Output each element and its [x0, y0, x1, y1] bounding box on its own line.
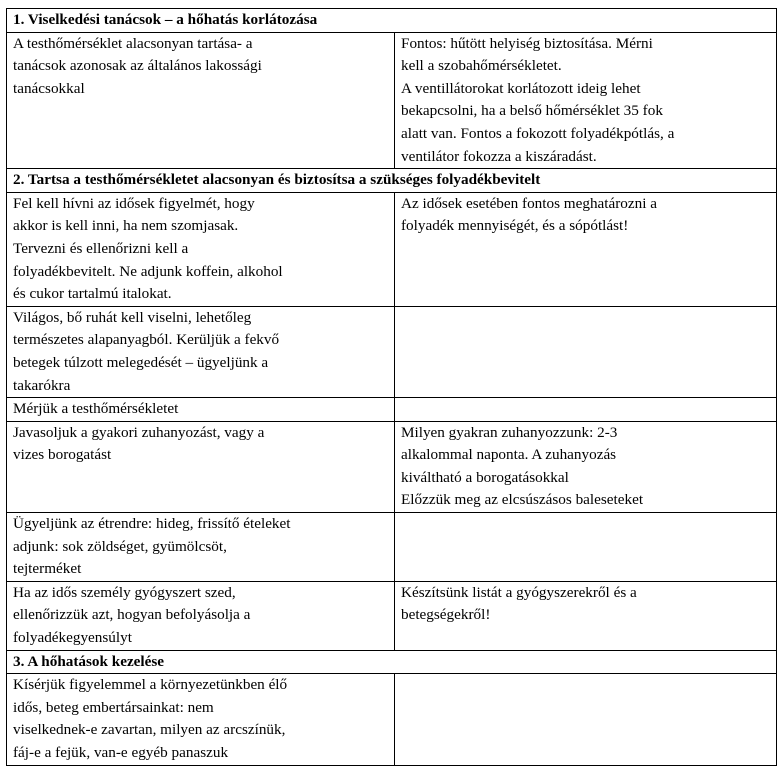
note-cell: [395, 306, 777, 397]
table-row: [7, 513, 777, 582]
text-line: kell a szobahőmérsékletet.: [401, 57, 562, 75]
text-line: ventilátor fokozza a kiszáradást.: [401, 147, 597, 165]
text-line: Ha az idős személy gyógyszert szed,: [13, 583, 236, 601]
text-line: fáj-e a fejük, van-e egyéb panaszuk: [13, 744, 229, 761]
table-row: [7, 674, 777, 765]
note-cell: [395, 513, 777, 582]
advice-cell: [7, 32, 395, 169]
text-line: takarókra: [13, 376, 71, 394]
advice-cell: [7, 398, 395, 422]
text-line: és cukor tartalmú italokat.: [13, 285, 172, 303]
text-line: alatt van. Fontos a fokozott folyadékpótlás, a: [401, 124, 675, 142]
advice-cell: [7, 306, 395, 397]
document-page: [6, 8, 776, 766]
text-line: viselkednek-e zavartan, milyen az arcszínük,: [13, 721, 286, 739]
section-heading-row: [7, 9, 777, 33]
table-row: [7, 192, 777, 306]
text-line: Tervezni és ellenőrizni kell a: [13, 239, 189, 257]
text-line: Javasoljuk a gyakori zuhanyozást, vagy a: [13, 423, 265, 441]
text-line: ellenőrizzük azt, hogyan befolyásolja a: [13, 606, 251, 624]
note-cell: [395, 421, 777, 512]
note-cell: [395, 32, 777, 169]
table-row: [7, 32, 777, 169]
text-line: Világos, bő ruhát kell viselni, lehetőleg: [13, 308, 252, 326]
text-line: folyadékegyensúlyt: [13, 629, 132, 647]
section-heading-row: [7, 650, 777, 674]
advice-cell: [7, 421, 395, 512]
text-line: betegek túlzott melegedését – ügyeljünk a: [13, 353, 269, 371]
text-line: Az idősek esetében fontos meghatározni a: [401, 194, 657, 212]
section-heading-row: [7, 169, 777, 193]
text-line: A ventillátorokat korlátozott ideig lehet: [401, 79, 641, 97]
advice-table-body: [7, 9, 777, 766]
text-line: tanácsokkal: [13, 79, 85, 97]
text-line: Fel kell hívni az idősek figyelmét, hogy: [13, 194, 255, 212]
advice-cell: [7, 674, 395, 765]
text-line: Milyen gyakran zuhanyozzunk: 2-3: [401, 423, 618, 441]
text-line: kiváltható a borogatásokkal: [401, 468, 569, 486]
section-heading: 2. Tartsa a testhőmérsékletet alacsonyan és biztosítsa a szükséges folyadékbevitelt: [7, 169, 777, 193]
table-row: [7, 398, 777, 422]
text-line: akkor is kell inni, ha nem szomjasak.: [13, 217, 239, 235]
advice-table: [6, 8, 777, 766]
text-line: adjunk: sok zöldséget, gyümölcsöt,: [13, 537, 227, 555]
text-line: folyadékbevitelt. Ne adjunk koffein, alkohol: [13, 262, 283, 280]
advice-cell: [7, 513, 395, 582]
advice-cell: [7, 192, 395, 306]
text-line: Ügyeljünk az étrendre: hideg, frissítő ételeket: [13, 515, 291, 533]
text-line: tanácsok azonosak az általános lakossági: [13, 57, 262, 75]
text-line: alkalommal naponta. A zuhanyozás: [401, 446, 617, 464]
text-line: természetes alapanyagból. Kerüljük a fekvő: [13, 331, 280, 349]
advice-cell: [7, 581, 395, 650]
section-heading: 1. Viselkedési tanácsok – a hőhatás korlátozása: [7, 9, 777, 33]
table-row: [7, 421, 777, 512]
text-line: idős, beteg embertársainkat: nem: [13, 698, 214, 716]
text-line: Fontos: hűtött helyiség biztosítása. Mérni: [401, 34, 653, 52]
note-cell: [395, 192, 777, 306]
note-cell: [395, 398, 777, 422]
text-line: betegségekről!: [401, 606, 491, 624]
text-line: Előzzük meg az elcsúszásos baleseteket: [401, 491, 644, 509]
text-line: Kísérjük figyelemmel a környezetünkben élő: [13, 676, 288, 694]
text-line: Készítsünk listát a gyógyszerekről és a: [401, 583, 637, 601]
text-line: Mérjük a testhőmérsékletet: [13, 400, 179, 418]
text-line: folyadék mennyiségét, és a sópótlást!: [401, 217, 629, 235]
text-line: A testhőmérséklet alacsonyan tartása- a: [13, 34, 253, 52]
text-line: bekapcsolni, ha a belső hőmérséklet 35 fok: [401, 102, 663, 120]
text-line: tejterméket: [13, 560, 82, 578]
table-row: [7, 581, 777, 650]
note-cell: [395, 581, 777, 650]
section-heading: 3. A hőhatások kezelése: [7, 650, 777, 674]
text-line: vizes borogatást: [13, 446, 112, 464]
table-row: [7, 306, 777, 397]
note-cell: [395, 674, 777, 765]
